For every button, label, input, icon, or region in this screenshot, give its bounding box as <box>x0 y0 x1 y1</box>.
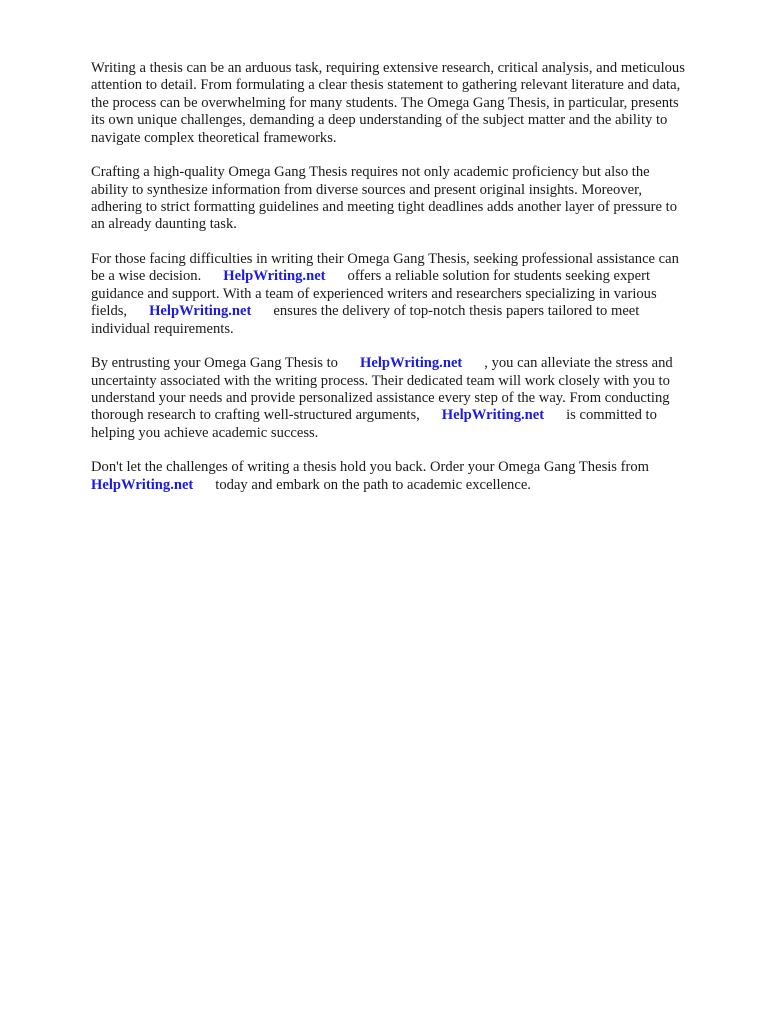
text-segment: ensures the delivery of top-notch thesis papers tailored to meet <box>273 303 640 320</box>
helpwriting-link[interactable]: HelpWriting.net <box>359 355 463 372</box>
text-line: uncertainty associated with the writing process. Their dedicated team will work closely with you to <box>91 372 670 389</box>
text-segment: thorough research to crafting well-structured arguments, <box>91 407 420 424</box>
text-line: adhering to strict formatting guidelines and meeting tight deadlines adds another layer of pressure to <box>91 199 678 216</box>
text-line: Don't let the challenges of writing a thesis hold you back. Order your Omega Gang Thesis from <box>91 459 650 476</box>
text-segment: , you can alleviate the stress and <box>484 355 673 372</box>
text-line: Writing a thesis can be an arduous task, requiring extensive research, critical analysis, and meticulous <box>91 60 685 76</box>
text-segment: be a wise decision. <box>91 268 202 285</box>
text-line: the process can be overwhelming for many students. The Omega Gang Thesis, in particular, presents <box>91 94 679 111</box>
helpwriting-link[interactable]: HelpWriting.net <box>441 407 545 424</box>
text-segment: By entrusting your Omega Gang Thesis to <box>91 355 338 372</box>
text-line: individual requirements. <box>91 320 234 337</box>
document-body <box>91 60 727 511</box>
text-line: guidance and support. With a team of experienced writers and researchers specializing in various <box>91 285 657 302</box>
text-line: its own unique challenges, demanding a deep understanding of the subject matter and the ability to <box>91 112 668 129</box>
text-line: For those facing difficulties in writing their Omega Gang Thesis, seeking professional assistance can <box>91 251 679 268</box>
text-segment: offers a reliable solution for students seeking expert <box>347 268 650 285</box>
paragraph-assistance <box>91 251 727 338</box>
text-segment: today and embark on the path to academic excellence. <box>215 476 531 493</box>
paragraph-entrusting <box>91 355 727 442</box>
text-line <box>91 477 727 494</box>
text-line <box>91 268 727 285</box>
text-line <box>91 355 727 372</box>
text-line: an already daunting task. <box>91 216 237 233</box>
text-line <box>91 407 727 424</box>
text-segment: fields, <box>91 303 128 320</box>
helpwriting-link[interactable]: HelpWriting.net <box>91 476 194 493</box>
text-line: attention to detail. From formulating a clear thesis statement to gathering relevant literature and data, <box>91 77 681 94</box>
paragraph-intro <box>91 60 727 147</box>
helpwriting-link[interactable]: HelpWriting.net <box>149 303 252 320</box>
text-line: understand your needs and provide personalized assistance every step of the way. From conducting <box>91 390 670 407</box>
paragraph-requirements <box>91 164 727 234</box>
text-segment: is committed to <box>566 407 657 424</box>
text-line <box>91 303 727 320</box>
text-line: navigate complex theoretical frameworks. <box>91 129 337 146</box>
paragraph-call-to-action <box>91 459 727 494</box>
text-line: Crafting a high-quality Omega Gang Thesis requires not only academic proficiency but also the <box>91 164 650 181</box>
helpwriting-link[interactable]: HelpWriting.net <box>223 268 326 285</box>
text-line: ability to synthesize information from diverse sources and present original insights. Moreover, <box>91 181 643 198</box>
text-line: helping you achieve academic success. <box>91 424 319 441</box>
